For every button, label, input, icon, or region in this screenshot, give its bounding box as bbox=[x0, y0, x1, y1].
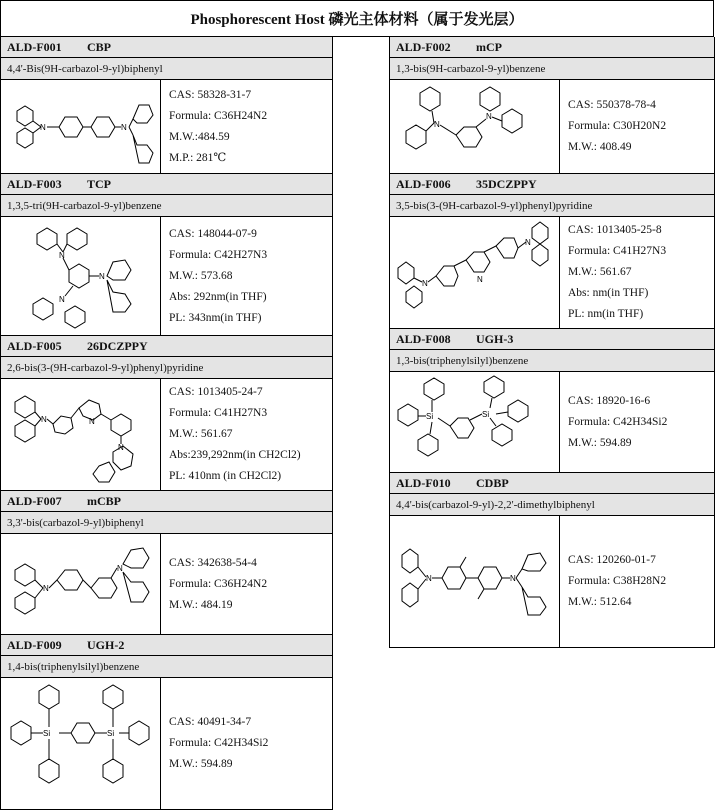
molecular-weight: M.W.: 512.64 bbox=[568, 596, 632, 608]
entry-code: ALD-F008 bbox=[396, 331, 451, 346]
properties-list bbox=[560, 516, 666, 647]
structure-image bbox=[390, 516, 560, 647]
svg-text:Si: Si bbox=[482, 410, 490, 419]
entry-header bbox=[1, 174, 332, 195]
svg-text:Si: Si bbox=[426, 412, 434, 421]
svg-text:N: N bbox=[89, 416, 95, 426]
entry-header bbox=[390, 329, 714, 350]
entry-header bbox=[1, 336, 332, 357]
entry-ald-f002 bbox=[389, 37, 715, 174]
entry-ald-f003 bbox=[0, 174, 333, 336]
tcp-structure bbox=[3, 220, 158, 332]
cas-number: CAS: 550378-78-4 bbox=[568, 99, 656, 111]
page-title-box bbox=[0, 0, 714, 37]
properties-list bbox=[161, 217, 267, 335]
entry-abbr: CDBP bbox=[476, 475, 509, 490]
formula: Formula: C30H20N2 bbox=[568, 120, 667, 132]
entry-ald-f005 bbox=[0, 336, 333, 491]
entry-header bbox=[390, 473, 714, 494]
properties-list bbox=[560, 80, 666, 173]
entry-header bbox=[390, 37, 714, 58]
entry-code: ALD-F005 bbox=[7, 338, 62, 353]
entry-code: ALD-F007 bbox=[7, 493, 62, 508]
absorption: Abs: 292nm(in THF) bbox=[169, 290, 267, 303]
structure-image bbox=[1, 217, 161, 335]
molecular-weight: M.W.: 561.67 bbox=[169, 428, 233, 440]
entry-chemical-name: 3,3'-bis(carbazol-9-yl)biphenyl bbox=[1, 512, 332, 534]
svg-text:Si: Si bbox=[107, 728, 115, 738]
svg-text:N: N bbox=[41, 414, 47, 424]
svg-text:N: N bbox=[118, 442, 124, 452]
formula: Formula: C41H27N3 bbox=[568, 245, 667, 257]
26dczppy-structure bbox=[3, 382, 158, 488]
cas-number: CAS: 18920-16-6 bbox=[568, 394, 651, 407]
molecular-weight: M.W.: 561.67 bbox=[568, 266, 632, 278]
cas-number: CAS: 40491-34-7 bbox=[169, 716, 252, 728]
svg-text:N: N bbox=[59, 295, 65, 304]
entry-ald-f009 bbox=[0, 635, 333, 810]
formula: Formula: C38H28N2 bbox=[568, 575, 667, 587]
right-column bbox=[389, 37, 715, 648]
absorption: Abs: nm(in THF) bbox=[568, 287, 649, 299]
svg-text:N: N bbox=[43, 584, 49, 593]
entry-header bbox=[1, 37, 332, 58]
photoluminescence: PL: 343nm(in THF) bbox=[169, 311, 262, 324]
structure-image bbox=[390, 217, 560, 328]
absorption: Abs:239,292nm(in CH2Cl2) bbox=[169, 449, 301, 461]
formula: Formula: C36H24N2 bbox=[169, 577, 268, 590]
svg-text:N: N bbox=[426, 573, 432, 583]
svg-text:N: N bbox=[422, 278, 428, 288]
entry-abbr: mCBP bbox=[87, 493, 121, 508]
svg-text:N: N bbox=[477, 274, 483, 284]
cas-number: CAS: 58328-31-7 bbox=[169, 88, 252, 101]
entry-chemical-name: 1,3,5-tri(9H-carbazol-9-yl)benzene bbox=[1, 195, 332, 217]
entry-header bbox=[1, 635, 332, 656]
structure-image bbox=[1, 678, 161, 809]
entry-header bbox=[1, 491, 332, 512]
cas-number: CAS: 342638-54-4 bbox=[169, 556, 257, 569]
photoluminescence: PL: 410nm (in CH2Cl2) bbox=[169, 470, 282, 482]
properties-list bbox=[560, 372, 667, 472]
melting-point: M.P.: 281℃ bbox=[169, 151, 227, 164]
structure-image bbox=[390, 372, 560, 472]
entry-chemical-name: 2,6-bis(3-(9H-carbazol-9-yl)phenyl)pyridine bbox=[1, 357, 332, 379]
photoluminescence: PL: nm(in THF) bbox=[568, 308, 644, 320]
properties-list bbox=[161, 80, 267, 173]
mcbp-structure bbox=[3, 536, 158, 632]
cas-number: CAS: 120260-01-7 bbox=[568, 554, 656, 566]
molecular-weight: M.W.: 573.68 bbox=[169, 269, 233, 282]
entry-header bbox=[390, 174, 714, 195]
structure-image bbox=[390, 80, 560, 173]
entry-abbr: TCP bbox=[87, 176, 111, 191]
entry-code: ALD-F010 bbox=[396, 475, 451, 490]
entry-chemical-name: 1,3-bis(triphenylsilyl)benzene bbox=[390, 350, 714, 372]
structure-image bbox=[1, 379, 161, 490]
entry-abbr: UGH-3 bbox=[476, 331, 514, 346]
formula: Formula: C36H24N2 bbox=[169, 109, 268, 122]
entry-abbr: mCP bbox=[476, 39, 502, 54]
entry-ald-f010 bbox=[389, 473, 715, 648]
properties-list bbox=[161, 379, 301, 490]
entry-ald-f006 bbox=[389, 174, 715, 329]
ugh2-structure bbox=[3, 681, 158, 807]
properties-list bbox=[560, 217, 666, 328]
properties-list bbox=[161, 678, 268, 809]
formula: Formula: C42H34Si2 bbox=[568, 415, 668, 428]
cas-number: CAS: 148044-07-9 bbox=[169, 227, 257, 240]
structure-image bbox=[1, 534, 161, 634]
svg-text:N: N bbox=[59, 251, 65, 260]
entry-chemical-name: 1,4-bis(triphenylsilyl)benzene bbox=[1, 656, 332, 678]
svg-text:N: N bbox=[486, 111, 492, 121]
entry-abbr: CBP bbox=[87, 39, 111, 54]
svg-text:N: N bbox=[121, 122, 127, 132]
entry-code: ALD-F009 bbox=[7, 637, 62, 652]
entry-chemical-name: 4,4'-Bis(9H-carbazol-9-yl)biphenyl bbox=[1, 58, 332, 80]
entry-code: ALD-F006 bbox=[396, 176, 451, 191]
molecular-weight: M.W.: 594.89 bbox=[568, 436, 632, 449]
page-title: Phosphorescent Host 磷光主体材料（属于发光层） bbox=[190, 12, 524, 28]
cbp-structure bbox=[3, 83, 158, 171]
formula: Formula: C42H34Si2 bbox=[169, 737, 269, 749]
entry-ald-f001 bbox=[0, 37, 333, 174]
svg-text:N: N bbox=[525, 237, 531, 247]
molecular-weight: M.W.: 594.89 bbox=[169, 758, 233, 770]
molecular-weight: M.W.:484.59 bbox=[169, 130, 230, 143]
entry-chemical-name: 1,3-bis(9H-carbazol-9-yl)benzene bbox=[390, 58, 714, 80]
entry-ald-f007 bbox=[0, 491, 333, 635]
entry-abbr: UGH-2 bbox=[87, 637, 125, 652]
cas-number: CAS: 1013405-25-8 bbox=[568, 224, 662, 236]
entry-code: ALD-F001 bbox=[7, 39, 62, 54]
entry-chemical-name: 4,4'-bis(carbazol-9-yl)-2,2'-dimethylbiphenyl bbox=[390, 494, 714, 516]
svg-text:N: N bbox=[434, 119, 440, 129]
entry-abbr: 26DCZPPY bbox=[87, 338, 148, 353]
svg-text:N: N bbox=[40, 122, 46, 132]
ugh3-structure bbox=[392, 374, 557, 470]
entry-ald-f008 bbox=[389, 329, 715, 473]
cdbp-structure bbox=[392, 519, 557, 645]
entry-chemical-name: 3,5-bis(3-(9H-carbazol-9-yl)phenyl)pyridine bbox=[390, 195, 714, 217]
svg-text:N: N bbox=[117, 564, 123, 573]
structure-image bbox=[1, 80, 161, 173]
svg-text:N: N bbox=[510, 573, 516, 583]
cas-number: CAS: 1013405-24-7 bbox=[169, 386, 263, 398]
entry-abbr: 35DCZPPY bbox=[476, 176, 537, 191]
formula: Formula: C41H27N3 bbox=[169, 407, 268, 419]
properties-list bbox=[161, 534, 267, 634]
entry-code: ALD-F002 bbox=[396, 39, 451, 54]
entry-code: ALD-F003 bbox=[7, 176, 62, 191]
35dczppy-structure bbox=[392, 220, 557, 326]
mcp-structure bbox=[392, 83, 557, 171]
molecular-weight: M.W.: 484.19 bbox=[169, 598, 233, 611]
molecular-weight: M.W.: 408.49 bbox=[568, 141, 632, 153]
left-column bbox=[0, 37, 333, 810]
svg-text:N: N bbox=[99, 272, 105, 281]
formula: Formula: C42H27N3 bbox=[169, 248, 268, 261]
svg-text:Si: Si bbox=[43, 728, 51, 738]
